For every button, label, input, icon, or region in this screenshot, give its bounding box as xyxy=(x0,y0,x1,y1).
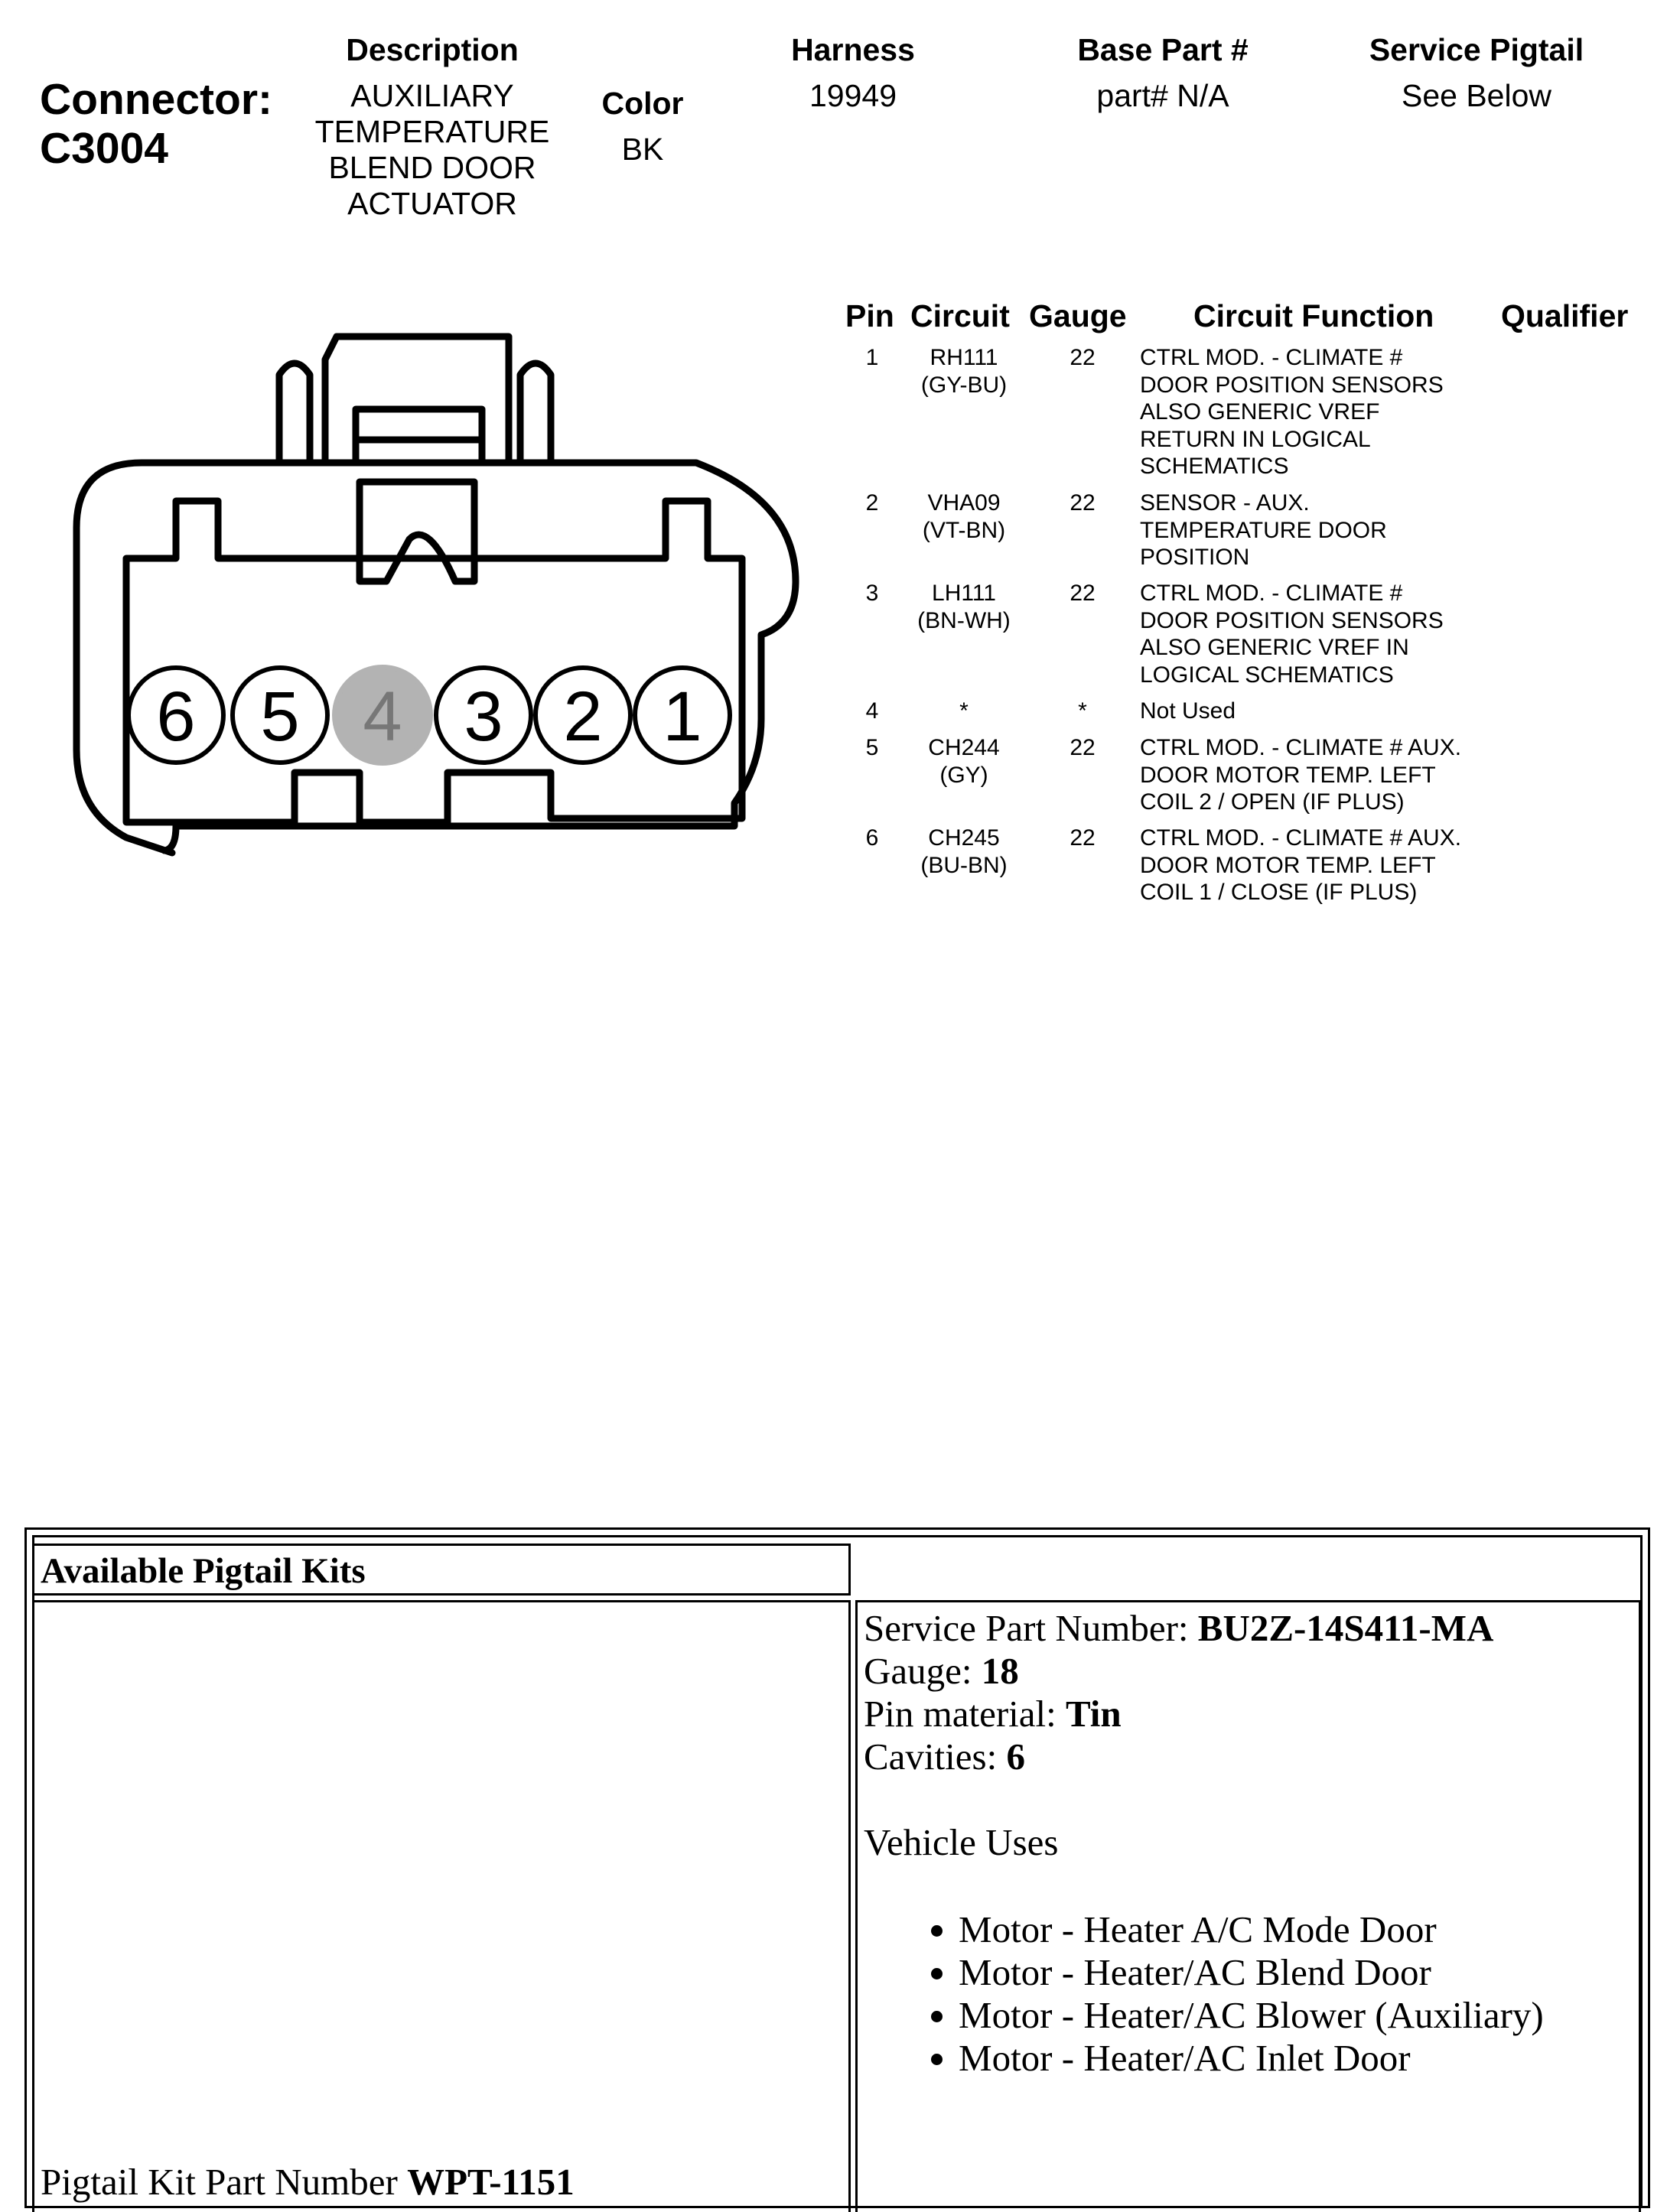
pigtail-kits-title: Available Pigtail Kits xyxy=(41,1551,366,1591)
wire-color: (VT-BN) xyxy=(922,517,1006,543)
function-cell xyxy=(1140,344,1568,480)
description-line: ACTUATOR xyxy=(347,186,517,221)
function-line: CTRL MOD. - CLIMATE # AUX. xyxy=(1140,735,1462,760)
function-cell xyxy=(1140,490,1568,571)
pin-material-line xyxy=(864,1693,1544,1735)
pin-2-label: 2 xyxy=(563,678,603,756)
function-line: DOOR MOTOR TEMP. LEFT xyxy=(1140,852,1436,878)
circuit-cell xyxy=(899,825,1029,879)
gauge-cell: 22 xyxy=(1070,581,1096,606)
circuit-id: CH244 xyxy=(928,735,1000,760)
function-line: ALSO GENERIC VREF IN xyxy=(1140,635,1409,660)
kit-details-cell xyxy=(855,1600,1641,2212)
function-line: DOOR POSITION SENSORS xyxy=(1140,372,1444,398)
circuit-id: CH245 xyxy=(928,825,1000,851)
service-pigtail-header: Service Pigtail xyxy=(1369,32,1584,67)
right-latch xyxy=(520,363,551,463)
circuit-cell xyxy=(899,490,1029,544)
function-line: SCHEMATICS xyxy=(1140,454,1289,479)
function-cell xyxy=(1140,580,1568,688)
left-latch xyxy=(279,363,310,463)
qualifier-column-header: Qualifier xyxy=(1501,298,1629,333)
cavities-value: 6 xyxy=(1006,1735,1025,1778)
description-line: BLEND DOOR xyxy=(328,150,536,185)
circuit-cell xyxy=(899,734,1029,789)
service-part-value: BU2Z-14S411-MA xyxy=(1197,1607,1494,1649)
connector-id: C3004 xyxy=(40,124,168,173)
circuit-id: LH111 xyxy=(932,581,996,606)
kit-details xyxy=(864,1607,1544,2080)
function-line: Not Used xyxy=(1140,698,1236,724)
function-line: CTRL MOD. - CLIMATE # xyxy=(1140,345,1403,370)
pin-number: 6 xyxy=(865,825,879,851)
service-part-line xyxy=(864,1607,1544,1650)
vehicle-uses-title: Vehicle Uses xyxy=(864,1821,1059,1863)
connector-shell-outline xyxy=(77,463,796,853)
circuit-cell xyxy=(899,698,1029,725)
description-header: Description xyxy=(346,32,519,67)
function-column-header: Circuit Function xyxy=(1193,298,1434,333)
description-line: AUXILIARY xyxy=(350,78,514,113)
function-line: LOGICAL SCHEMATICS xyxy=(1140,662,1394,688)
base-part-value: part# N/A xyxy=(1096,78,1229,113)
base-part-header: Base Part # xyxy=(1077,32,1249,67)
wire-color: (BN-WH) xyxy=(917,607,1011,633)
function-line: COIL 2 / OPEN (IF PLUS) xyxy=(1140,789,1405,815)
color-value: BK xyxy=(621,132,664,167)
circuit-id: * xyxy=(959,698,969,724)
connector-label: Connector: xyxy=(40,75,272,124)
pin-number: 3 xyxy=(865,581,879,606)
list-item: • Motor - Heater A/C Mode Door xyxy=(959,1908,1544,1951)
wire-color: (GY) xyxy=(939,762,988,788)
description-value xyxy=(298,78,566,222)
pin-number: 5 xyxy=(865,735,879,760)
pin-number: 1 xyxy=(865,345,879,370)
function-line: DOOR POSITION SENSORS xyxy=(1140,607,1444,633)
pin-number: 4 xyxy=(865,698,879,724)
function-line: CTRL MOD. - CLIMATE # AUX. xyxy=(1140,825,1462,851)
function-line: SENSOR - AUX. xyxy=(1140,490,1310,516)
circuit-id: RH111 xyxy=(930,345,998,370)
function-line: TEMPERATURE DOOR xyxy=(1140,517,1387,543)
pin-6-label: 6 xyxy=(156,678,196,756)
kit-image-cell xyxy=(32,1600,851,2212)
pin-material-label: Pin material: xyxy=(864,1693,1066,1735)
pin-4-label: 4 xyxy=(363,678,402,756)
service-pigtail-value: See Below xyxy=(1401,78,1551,113)
function-cell xyxy=(1140,734,1568,816)
gauge-value: 18 xyxy=(981,1650,1019,1692)
pin-1-label: 1 xyxy=(663,678,702,756)
function-cell xyxy=(1140,698,1568,725)
gauge-cell: 22 xyxy=(1070,735,1096,760)
function-line: DOOR MOTOR TEMP. LEFT xyxy=(1140,762,1436,788)
kit-part-label: Pigtail Kit Part Number xyxy=(41,2161,408,2203)
color-header: Color xyxy=(601,86,684,121)
kit-part-value: WPT-1151 xyxy=(407,2161,575,2203)
function-line: COIL 1 / CLOSE (IF PLUS) xyxy=(1140,880,1418,905)
gauge-column-header: Gauge xyxy=(1029,298,1127,333)
gauge-label: Gauge: xyxy=(864,1650,982,1692)
pigtail-kits-title-cell xyxy=(32,1544,851,1596)
pin-number: 2 xyxy=(865,490,879,516)
list-item: • Motor - Heater/AC Blend Door xyxy=(959,1951,1544,1994)
gauge-cell: 22 xyxy=(1070,345,1096,370)
function-cell xyxy=(1140,825,1568,906)
vehicle-uses-list xyxy=(864,1908,1544,2080)
function-line: CTRL MOD. - CLIMATE # xyxy=(1140,581,1403,606)
function-line: RETURN IN LOGICAL xyxy=(1140,426,1371,452)
connector-title xyxy=(40,75,272,173)
harness-header: Harness xyxy=(791,32,915,67)
kit-part-number xyxy=(41,2161,575,2204)
cavities-label: Cavities: xyxy=(864,1735,1007,1778)
gauge-cell: 22 xyxy=(1070,825,1096,851)
gauge-line xyxy=(864,1650,1544,1693)
lock-window xyxy=(360,482,474,581)
circuit-column-header: Circuit xyxy=(910,298,1010,333)
harness-value: 19949 xyxy=(809,78,897,113)
center-lock-inner xyxy=(356,409,482,463)
pin-column-header: Pin xyxy=(845,298,894,333)
pin-circles xyxy=(129,667,730,763)
gauge-cell: 22 xyxy=(1070,490,1096,516)
pin-material-value: Tin xyxy=(1066,1693,1122,1735)
service-part-label: Service Part Number: xyxy=(864,1607,1198,1649)
circuit-id: VHA09 xyxy=(927,490,1001,516)
circuit-cell xyxy=(899,580,1029,634)
connector-face-diagram xyxy=(0,291,842,887)
wire-color: (GY-BU) xyxy=(920,372,1008,398)
description-line: TEMPERATURE xyxy=(314,114,550,149)
list-item: • Motor - Heater/AC Inlet Door xyxy=(959,2037,1544,2080)
cavities-line xyxy=(864,1735,1544,1778)
pin-5-label: 5 xyxy=(260,678,300,756)
wire-color: (BU-BN) xyxy=(920,852,1008,878)
function-line: ALSO GENERIC VREF xyxy=(1140,399,1380,425)
list-item: • Motor - Heater/AC Blower (Auxiliary) xyxy=(959,1994,1544,2037)
function-line: POSITION xyxy=(1140,545,1250,570)
gauge-cell: * xyxy=(1078,698,1087,724)
circuit-cell xyxy=(899,344,1029,398)
pin-3-label: 3 xyxy=(464,678,503,756)
